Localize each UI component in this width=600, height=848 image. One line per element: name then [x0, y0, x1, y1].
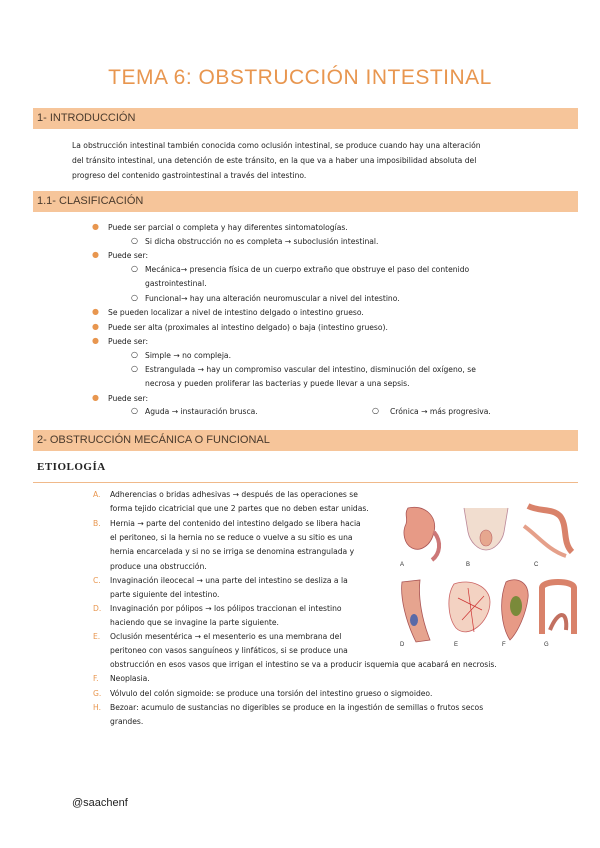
- section-heading-intro: 1- INTRODUCCIÓN: [33, 108, 578, 129]
- figure-label: F: [502, 642, 506, 648]
- bullet-item: Puede ser:: [108, 394, 149, 403]
- item-line: parte siguiente del intestino.: [110, 590, 220, 600]
- figure-label: D: [400, 642, 405, 648]
- bullet-dot: ●: [92, 307, 99, 316]
- sub-bullet-item: Estrangulada → hay un compromiso vascular del intestino, disminución del oxígeno, se: [145, 365, 476, 374]
- item-line: peritoneo con vasos sanguíneos y linfáticos, si se produce una: [110, 646, 348, 656]
- figure-f-neoplasia-icon: [502, 580, 529, 640]
- bullet-item: Se pueden localizar a nivel de intestino delgado o intestino grueso.: [108, 308, 364, 317]
- bullet-item: Puede ser:: [108, 337, 149, 346]
- sub-bullet-item: Simple → no compleja.: [145, 351, 231, 360]
- bullet-item: Puede ser:: [108, 251, 149, 260]
- bullet-item: Puede ser parcial o completa y hay diferentes sintomatologías.: [108, 223, 348, 232]
- sub-bullet-circle: ○: [131, 364, 138, 373]
- etiology-item-g: [110, 687, 432, 701]
- item-line: Invaginación ileocecal → una parte del intestino se desliza a la: [110, 576, 348, 585]
- obstruction-illustration: [398, 502, 580, 648]
- sub-bullet-circle: ○: [372, 406, 379, 415]
- bullet-dot: ●: [92, 393, 99, 402]
- bullet-dot: ●: [92, 250, 99, 259]
- bullet-dot: ●: [92, 322, 99, 331]
- page-title: TEMA 6: OBSTRUCCIÓN INTESTINAL: [108, 66, 492, 89]
- figure-c-invagination-icon: [524, 506, 572, 556]
- item-line: haciendo que se invagine la parte siguiente.: [110, 618, 279, 628]
- figure-e-mesenteric-icon: [449, 582, 490, 632]
- item-line: Hernia → parte del contenido del intestino delgado se libera hacia: [110, 519, 361, 528]
- section-heading-classification: 1.1- CLASIFICACIÓN: [33, 191, 578, 212]
- intro-paragraph: [72, 138, 512, 184]
- figure-g-volvulus-icon: [542, 582, 574, 634]
- etiology-divider: [33, 482, 578, 483]
- item-line: Bezoar: acumulo de sustancias no digeribles se produce en la ingestión de semillas o frutos secos: [110, 703, 484, 712]
- sub-bullet-item: Crónica → más progresiva.: [390, 407, 491, 416]
- item-line: Invaginación por pólipos → los pólipos traccionan el intestino: [110, 604, 342, 613]
- item-letter: C.: [93, 576, 101, 585]
- sub-bullet-item: Mecánica→ presencia física de un cuerpo extraño que obstruye el paso del contenido: [145, 265, 470, 274]
- sub-bullet-circle: ○: [131, 350, 138, 359]
- etiology-heading: ETIOLOGÍA: [37, 461, 106, 473]
- intro-line: del tránsito intestinal, una detención de este tránsito, en la que va a haber una imposibilidad absoluta del: [72, 156, 477, 166]
- bullet-item: Puede ser alta (proximales al intestino delgado) o baja (intestino grueso).: [108, 323, 388, 332]
- sub-bullet-item: gastrointestinal.: [145, 279, 207, 288]
- item-line: obstrucción en esos vasos que irrigan el intestino se va a producir isquemia que acabará en necrosis.: [110, 660, 497, 670]
- sub-bullet-item: Aguda → instauración brusca.: [145, 407, 258, 416]
- figure-label: A: [400, 562, 405, 568]
- figure-b-hernia-icon: [464, 508, 508, 550]
- item-letter: D.: [93, 604, 102, 613]
- sub-bullet-item: necrosa y pueden proliferar las bacterias y puede llevar a una sepsis.: [145, 379, 410, 388]
- item-letter: G.: [93, 689, 102, 698]
- sub-bullet-circle: ○: [131, 264, 138, 273]
- figure-label: B: [466, 562, 471, 568]
- bullet-dot: ●: [92, 222, 99, 231]
- item-line: Neoplasia.: [110, 674, 150, 683]
- section-heading-mechanical: 2- OBSTRUCCIÓN MECÁNICA O FUNCIONAL: [33, 430, 578, 451]
- sub-bullet-circle: ○: [131, 236, 138, 245]
- figure-a-stomach-icon: [404, 507, 439, 560]
- etiology-item-a: [110, 488, 369, 516]
- item-letter: E.: [93, 632, 101, 641]
- figure-label: C: [534, 562, 539, 568]
- figure-label: E: [454, 642, 459, 648]
- item-line: Adherencias o bridas adhesivas → después de las operaciones se: [110, 490, 358, 499]
- item-line: Oclusión mesentérica → el mesenterio es una membrana del: [110, 632, 342, 641]
- item-line: Vólvulo del colón sigmoide: se produce una torsión del intestino grueso o sigmoideo.: [110, 689, 433, 698]
- item-line: produce una obstrucción.: [110, 561, 207, 571]
- intro-line: La obstrucción intestinal también conocida como oclusión intestinal, se produce cuando hay una alteración: [72, 141, 481, 150]
- sub-bullet-item: Si dicha obstrucción no es completa → suboclusión intestinal.: [145, 237, 379, 246]
- bullet-dot: ●: [92, 336, 99, 345]
- etiology-item-b: [110, 517, 361, 574]
- item-letter: B.: [93, 519, 101, 528]
- etiology-item-h: [110, 701, 483, 729]
- sub-bullet-item: Funcional→ hay una alteración neuromuscular a nivel del intestino.: [145, 294, 400, 303]
- sub-bullet-circle: ○: [131, 293, 138, 302]
- footer-handle: @saachenf: [72, 797, 128, 809]
- figure-d-polyp-icon: [402, 580, 430, 642]
- figure-label: G: [544, 642, 549, 648]
- item-line: el peritoneo, si la hernia no se reduce o vuelve a su sitio es una: [110, 533, 353, 543]
- item-letter: A.: [93, 490, 101, 499]
- item-line: grandes.: [110, 717, 144, 727]
- etiology-item-c: [110, 574, 348, 602]
- item-line: hernia encarcelada y si no se irriga se denomina estrangulada y: [110, 547, 355, 557]
- item-letter: F.: [93, 674, 99, 683]
- etiology-item-d: [110, 602, 342, 630]
- intro-line: progreso del contenido gastrointestinal a través del intestino.: [72, 171, 307, 181]
- etiology-item-f: [110, 672, 150, 686]
- sub-bullet-circle: ○: [131, 406, 138, 415]
- item-letter: H.: [93, 703, 101, 712]
- item-line: forma tejido cicatricial que une 2 partes que no deben estar unidas.: [110, 504, 369, 514]
